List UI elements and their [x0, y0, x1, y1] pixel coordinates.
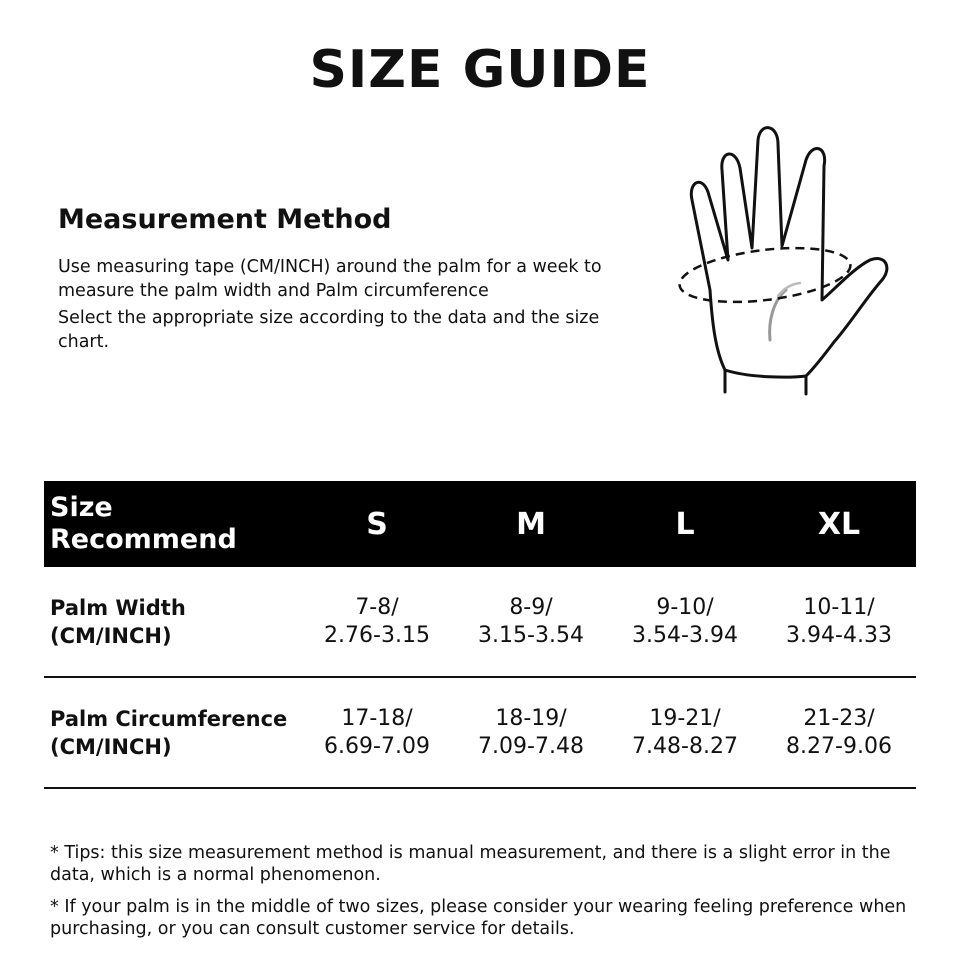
palm-width-label: Palm Width (CM/INCH) — [50, 595, 186, 648]
palm-width-row — [44, 567, 916, 678]
size-l-header: L — [675, 506, 695, 542]
size-chart-table — [44, 481, 916, 789]
palm-circumference-s: 17-18/ 6.69-7.09 — [324, 705, 430, 759]
size-selection-instruction: Select the appropriate size according to the data and the size chart. — [58, 308, 600, 352]
palm-width-s: 7-8/ 2.76-3.15 — [324, 594, 430, 648]
palm-circumference-m: 18-19/ 7.09-7.48 — [478, 705, 584, 759]
palm-circumference-row — [44, 678, 916, 789]
tip-measurement-error: * Tips: this size measurement method is manual measurement, and there is a slight error in the data, which is a normal phenomenon. — [50, 843, 891, 885]
palm-width-xl: 10-11/ 3.94-4.33 — [786, 594, 892, 648]
tip-between-sizes: * If your palm is in the middle of two sizes, please consider your wearing feeling preference when purchasing, or you can consult customer service for details. — [50, 897, 907, 939]
palm-circumference-l: 19-21/ 7.48-8.27 — [632, 705, 738, 759]
palm-circumference-label: Palm Circumference (CM/INCH) — [50, 706, 288, 759]
measurement-method-heading: Measurement Method — [58, 204, 392, 235]
measurement-method-description: Use measuring tape (CM/INCH) around the palm for a week to measure the palm width and Palm circumference — [58, 257, 602, 301]
size-xl-header: XL — [817, 506, 861, 542]
palm-width-m: 8-9/ 3.15-3.54 — [478, 594, 584, 648]
size-recommend-label: Size Recommend — [50, 492, 237, 555]
size-s-header: S — [366, 506, 388, 542]
hand-measurement-icon — [670, 120, 900, 410]
palm-circumference-xl: 21-23/ 8.27-9.06 — [786, 705, 892, 759]
palm-width-l: 9-10/ 3.54-3.94 — [632, 594, 738, 648]
size-chart-header — [44, 481, 916, 567]
size-m-header: M — [516, 506, 546, 542]
page-title: SIZE GUIDE — [309, 40, 651, 100]
